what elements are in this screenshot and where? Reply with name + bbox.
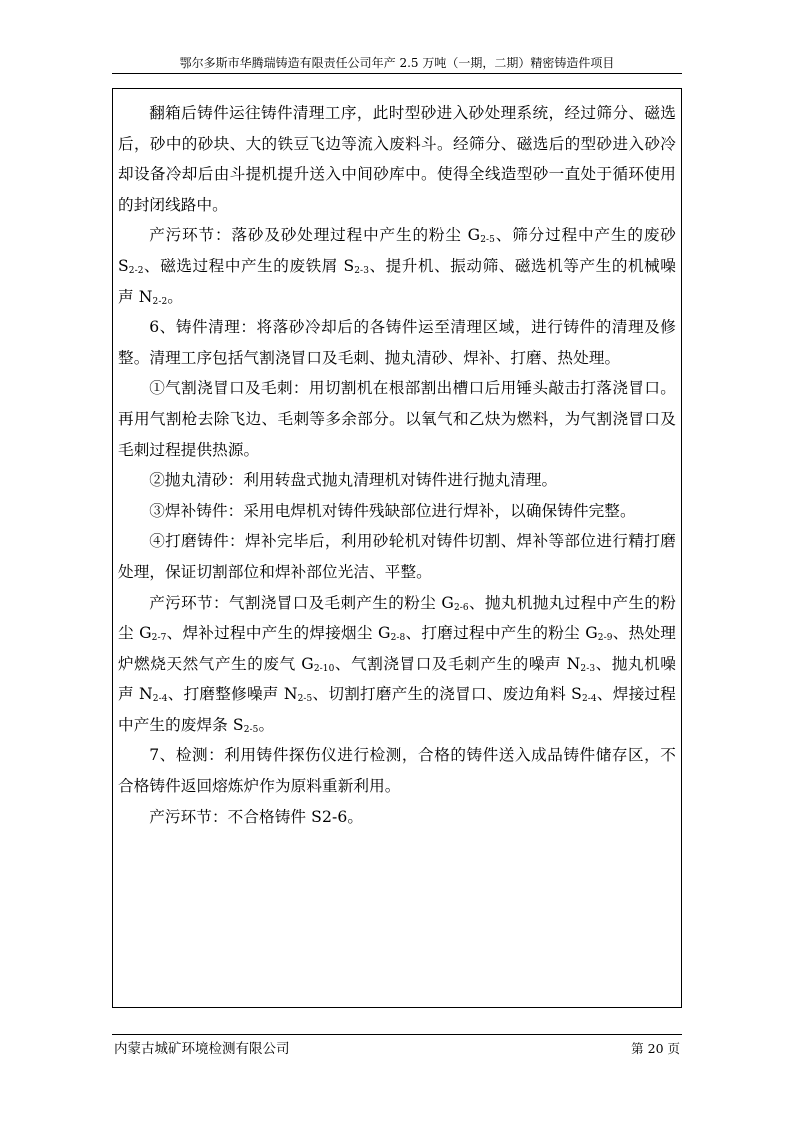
text-run: 、打磨过程中产生的粉尘 G [405, 624, 598, 643]
text-run: 、磁选过程中产生的废铁屑 S [143, 256, 355, 275]
subscript: 2-3 [354, 265, 370, 276]
page-header-title: 鄂尔多斯市华腾瑞铸造有限责任公司年产 2.5 万吨（一期，二期）精密铸造件项目 [179, 56, 615, 70]
paragraph-gas-cutting: ①气割浇冒口及毛刺：用切割机在根部割出槽口后用锤头敲击打落浇冒口。再用气割枪去除飞边、毛刺等多余部分。以氧气和乙炔为燃料，为气割浇冒口及毛刺过程提供热源。 [118, 379, 676, 459]
subscript: 2-4 [581, 694, 597, 705]
footer-page-number: 第 20 页 [631, 1041, 680, 1056]
text-run: 、切割打磨产生的浇冒口、废边角料 S [312, 685, 582, 704]
text-run: 、抛丸机抛丸过程中产生的粉尘 G [118, 593, 676, 643]
subscript: 2-9 [597, 633, 613, 644]
paragraph-pollution-cleaning [118, 588, 676, 741]
text-run: 产污环节：气割浇冒口及毛刺产生的粉尘 G [149, 593, 454, 612]
subscript: 2-2 [128, 265, 144, 276]
subscript: 2-10 [313, 663, 335, 674]
text-run: 、热处理炉燃烧天然气产生的废气 G [118, 624, 676, 673]
header-divider [112, 73, 682, 74]
text-run: 。 [167, 287, 183, 306]
subscript: 2-5 [297, 694, 313, 705]
paragraph-inspection: 7、检测：利用铸件探伤仪进行检测，合格的铸件送入成品铸件储存区，不合格铸件返回熔炼炉作为原料重新利用。 [118, 746, 676, 796]
paragraph-shot-blasting: ②抛丸清砂：利用转盘式抛丸清理机对铸件进行抛丸清理。 [149, 471, 558, 490]
paragraph-grinding: ④打磨铸件：焊补完毕后，利用砂轮机对铸件切割、焊补等部位进行精打磨处理，保证切割部位和焊补部位光洁、平整。 [118, 532, 676, 581]
text-run: 。 [258, 715, 275, 734]
paragraph-sand-processing: 翻箱后铸件运往铸件清理工序，此时型砂进入砂处理系统，经过筛分、磁选后，砂中的砂块、大的铁豆飞边等流入废料斗。经筛分、磁选后的型砂进入砂冷却设备冷却后由斗提机提升送入中间砂库中。使得全线造型砂一直处于循环使用的封闭线路中。 [118, 104, 676, 214]
paragraph-casting-cleaning: 6、铸件清理：将落砂冷却后的各铸件运至清理区域，进行铸件的清理及修整。清理工序包括气割浇冒口及毛刺、抛丸清砂、焊补、打磨、热处理。 [118, 318, 676, 367]
text-run: 产污环节：落砂及砂处理过程中产生的粉尘 G [149, 226, 481, 245]
paragraph-pollution-inspection: 产污环节：不合格铸件 S2-6。 [149, 807, 364, 826]
footer-divider [112, 1034, 682, 1035]
body-text [118, 98, 676, 832]
subscript: 2-2 [152, 296, 168, 307]
subscript: 2-5 [243, 724, 259, 735]
content-table-cell [112, 88, 682, 1008]
paragraph-pollution-sand [118, 220, 676, 312]
text-run: 、气割浇冒口及毛刺产生的噪声 N [334, 654, 581, 673]
paragraph-weld-repair: ③焊补铸件：采用电焊机对铸件残缺部位进行焊补，以确保铸件完整。 [149, 501, 636, 520]
text-run: 、打磨整修噪声 N [167, 685, 298, 704]
footer-company: 内蒙古城矿环境检测有限公司 [114, 1041, 290, 1057]
subscript: 2-4 [152, 694, 168, 705]
subscript: 2-7 [151, 633, 167, 644]
subscript: 2-3 [580, 663, 596, 674]
subscript: 2-8 [390, 633, 406, 644]
subscript: 2-6 [453, 602, 469, 613]
text-run: 、筛分过程中产生的废砂 S [118, 226, 676, 275]
text-run: 、抛丸机噪声 N [118, 654, 676, 704]
text-run: 、焊接过程中产生的废焊条 S [118, 685, 676, 734]
text-run: 、提升机、振动筛、磁选机等产生的机械噪声 N [118, 256, 676, 306]
subscript: 2-5 [480, 235, 495, 246]
text-run: 、焊补过程中产生的焊接烟尘 G [166, 624, 391, 643]
